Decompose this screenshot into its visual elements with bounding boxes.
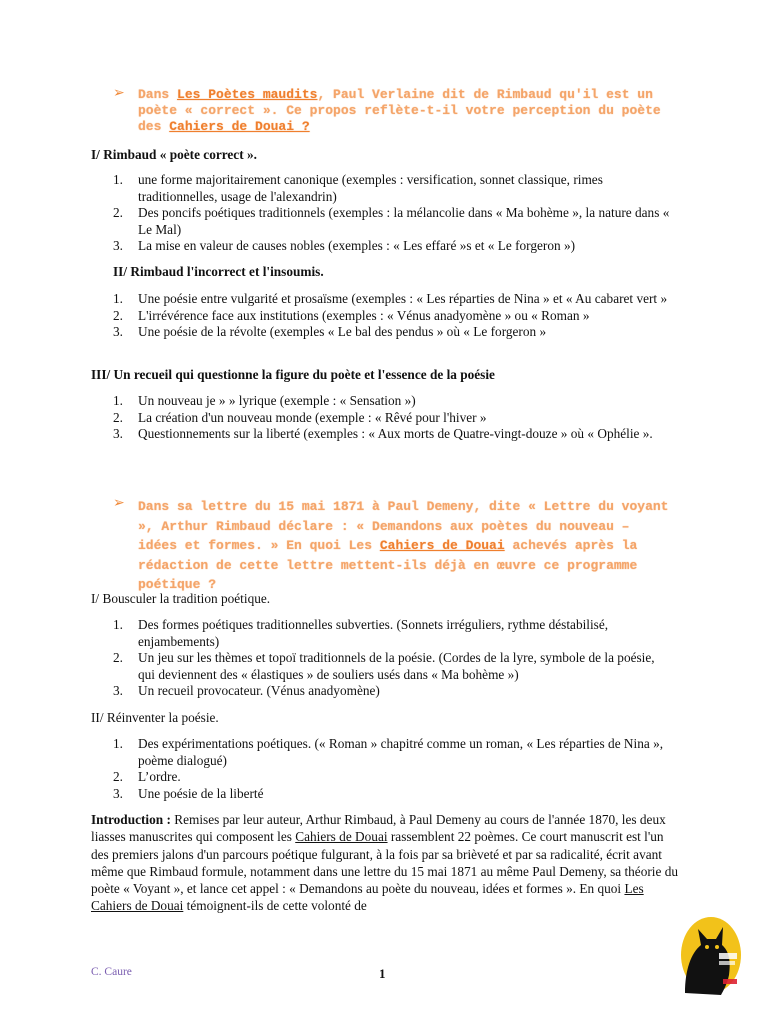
part5-list [113,736,673,802]
part3-heading: III/ Un recueil qui questionne la figure du poète et l'essence de la poésie [91,367,495,382]
list-item: 3. Une poésie de la révolte (exemples « Le bal des pendus » où « Le forgeron » [113,324,547,339]
introduction-paragraph: Introduction : Remises par leur auteur, Arthur Rimbaud, à Paul Demeny au cours de l'année 1870, les deux liasses manuscrites qui composent les Cahiers de Douai rassemblent 22 poèmes. Ce court manuscrit est l'un des premiers jalons d'un parcours poétique fulgurant, à la fois par sa brièveté et par sa radicalité, écrit avant même que Rimbaud formule, notamment dans une lettre du 15 mai 1871 au même Paul Demeny, sa théorie du poète « Voyant », et lance cet appel : « Demandons au poète du nouveau, idées et formes ». En quoi Les Cahiers de Douai témoignent-ils de cette volonté de [91,812,679,914]
part4-list [113,617,673,700]
list-item: 2. La création d'un nouveau monde (exemple : « Rêvé pour l'hiver » [113,409,487,425]
part2-list [113,291,673,341]
question-1 [113,87,673,135]
list-item: 2. Des poncifs poétiques traditionnels (exemples : la mélancolie dans « Ma bohème », la nature dans « Le Mal) [113,205,670,237]
question-1-text: Dans Les Poètes maudits, Paul Verlaine dit de Rimbaud qu'il est un poète « correct ». Ce propos reflète-t-il votre perception du poète des Cahiers de Douai ? [138,87,661,134]
list-item: 1. Des formes poétiques traditionnelles subverties. (Sonnets irréguliers, rythme déstabilisé, enjambements) [113,617,609,649]
question-2 [113,497,673,595]
part1-list [113,172,673,255]
black-cat-poster-logo [671,915,741,995]
list-item: 1. Une poésie entre vulgarité et prosaïsme (exemples : « Les réparties de Nina » et « Au cabaret vert » [113,291,668,306]
list-item: 2. L'irrévérence face aux institutions (exemples : « Vénus anadyomène » ou « Roman » [113,307,590,323]
part1-heading: I/ Rimbaud « poète correct ». [91,147,257,162]
list-item: 2. L’ordre. [113,769,181,784]
part5-heading: II/ Réinventer la poésie. [91,710,219,725]
part3-list [113,393,673,443]
question-2-text: Dans sa lettre du 15 mai 1871 à Paul Demeny, dite « Lettre du voyant », Arthur Rimbaud déclare : « Demandons aux poètes du nouveau – idées et formes. » En quoi Les Cahiers de Douai achevés après la rédaction de cette lettre mettent-ils déjà en œuvre ce programme poétique ? [138,499,669,592]
intro-label: Introduction : [91,812,171,827]
part2-heading: II/ Rimbaud l'incorrect et l'insoumis. [113,264,324,279]
part4-heading: I/ Bousculer la tradition poétique. [91,591,271,606]
list-item: 1. une forme majoritairement canonique (exemples : versification, sonnet classique, rimes traditionnelles, usage de l'alexandrin) [113,172,603,204]
list-item: 3. Un recueil provocateur. (Vénus anadyomène) [113,683,380,698]
list-item: 3. La mise en valeur de causes nobles (exemples : « Les effaré »s et « Le forgeron ») [113,238,576,253]
list-item: 2. Un jeu sur les thèmes et topoï traditionnels de la poésie. (Cordes de la lyre, symbole de la poésie, qui deviennent des « élastiques » de souliers usés dans « Ma bohème ») [113,650,655,682]
list-item: 3. Une poésie de la liberté [113,785,264,801]
list-item: 1. Des expérimentations poétiques. (« Roman » chapitré comme un roman, « Les réparties de Nina », poème dialogué) [113,736,664,768]
footer-author: C. Caure [91,966,132,978]
list-item: 3. Questionnements sur la liberté (exemples : « Aux morts de Quatre-vingt-douze » où « Ophélie ». [113,426,653,441]
list-item: 1. Un nouveau je » » lyrique (exemple : « Sensation ») [113,393,416,408]
arrow-bullet-icon: ➢ [113,496,125,511]
arrow-bullet-icon: ➢ [113,86,125,101]
page-number: 1 [379,966,386,981]
